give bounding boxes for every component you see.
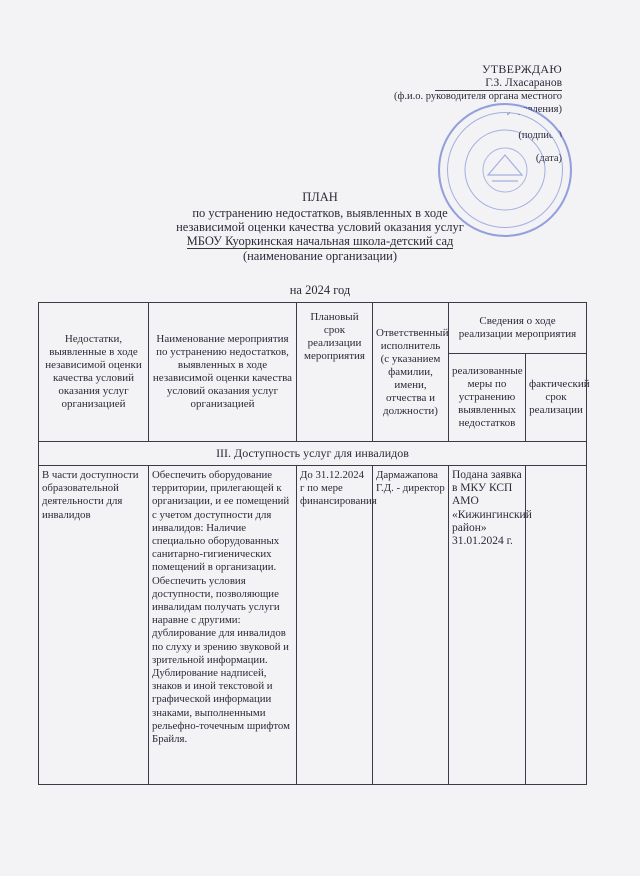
table-row xyxy=(39,466,587,785)
section-title: III. Доступность услуг для инвалидов xyxy=(39,442,587,466)
approval-title: УТВЕРЖДАЮ xyxy=(481,62,562,76)
header-responsible: Ответственный исполнитель (с указанием фамилии, имени, отчества и должности) xyxy=(373,303,449,442)
plan-subtitle xyxy=(120,206,520,263)
cell-deadline: До 31.12.2024 г по мере финансирования xyxy=(297,466,373,785)
subtitle-line-2: независимой оценки качества условий оказания услуг xyxy=(176,220,464,234)
cell-implemented: Подана заявка в МКУ КСП АМО «Кижингинский район» 31.01.2024 г. xyxy=(449,466,526,785)
signature-line: (подпись) xyxy=(518,130,562,141)
plan-title: ПЛАН xyxy=(302,190,338,204)
table-header-row xyxy=(39,303,587,354)
plan-table xyxy=(38,302,590,785)
header-implemented: реализованные меры по устранению выявленных недостатков xyxy=(449,354,526,442)
subtitle-line-1: по устранению недостатков, выявленных в ходе xyxy=(192,206,448,220)
header-measure: Наименование мероприятия по устранению недостатков, выявленных в ходе независимой оценки качества условий оказания услуг организацией xyxy=(149,303,297,442)
header-deadline: Плановый срок реализации мероприятия xyxy=(297,303,373,442)
section-row xyxy=(39,442,587,466)
organization-note: (наименование организации) xyxy=(242,249,398,263)
date-line: (дата) xyxy=(535,152,562,164)
approver-position: (ф.и.о. руководителя органа местного самоуправления) xyxy=(394,91,562,115)
header-deficiencies: Недостатки, выявленные в ходе независимой оценки качества условий оказания услуг организацией xyxy=(39,303,149,442)
cell-responsible: Дармажапова Г.Д. - директор xyxy=(373,466,449,785)
organization-name: МБОУ Куоркинская начальная школа-детский сад xyxy=(186,234,454,248)
approver-name: Г.З. Лхасаранов xyxy=(435,76,562,91)
header-progress: Сведения о ходе реализации мероприятия xyxy=(449,303,587,354)
cell-actual-date xyxy=(526,466,587,785)
plan-year: на 2024 год xyxy=(289,283,351,297)
cell-deficiency: В части доступности образовательной деятельности для инвалидов xyxy=(39,466,149,785)
header-actual-date: фактический срок реализации xyxy=(526,354,587,442)
cell-measure: Обеспечить оборудование территории, прилегающей к организации, и ее помещений с учетом доступности для инвалидов: Наличие специально оборудованных санитарно-гигиенических помещений в организации. Обеспечить условия доступности, позволяющие инвалидам получать услуги наравне с другими: дублирование для инвалидов по слуху и зрению звуковой и зрительной информации. Дублирование надписей, знаков и иной текстовой и графической информации знаками, выполненными рельефно-точечным шрифтом Брайля. xyxy=(149,466,297,785)
